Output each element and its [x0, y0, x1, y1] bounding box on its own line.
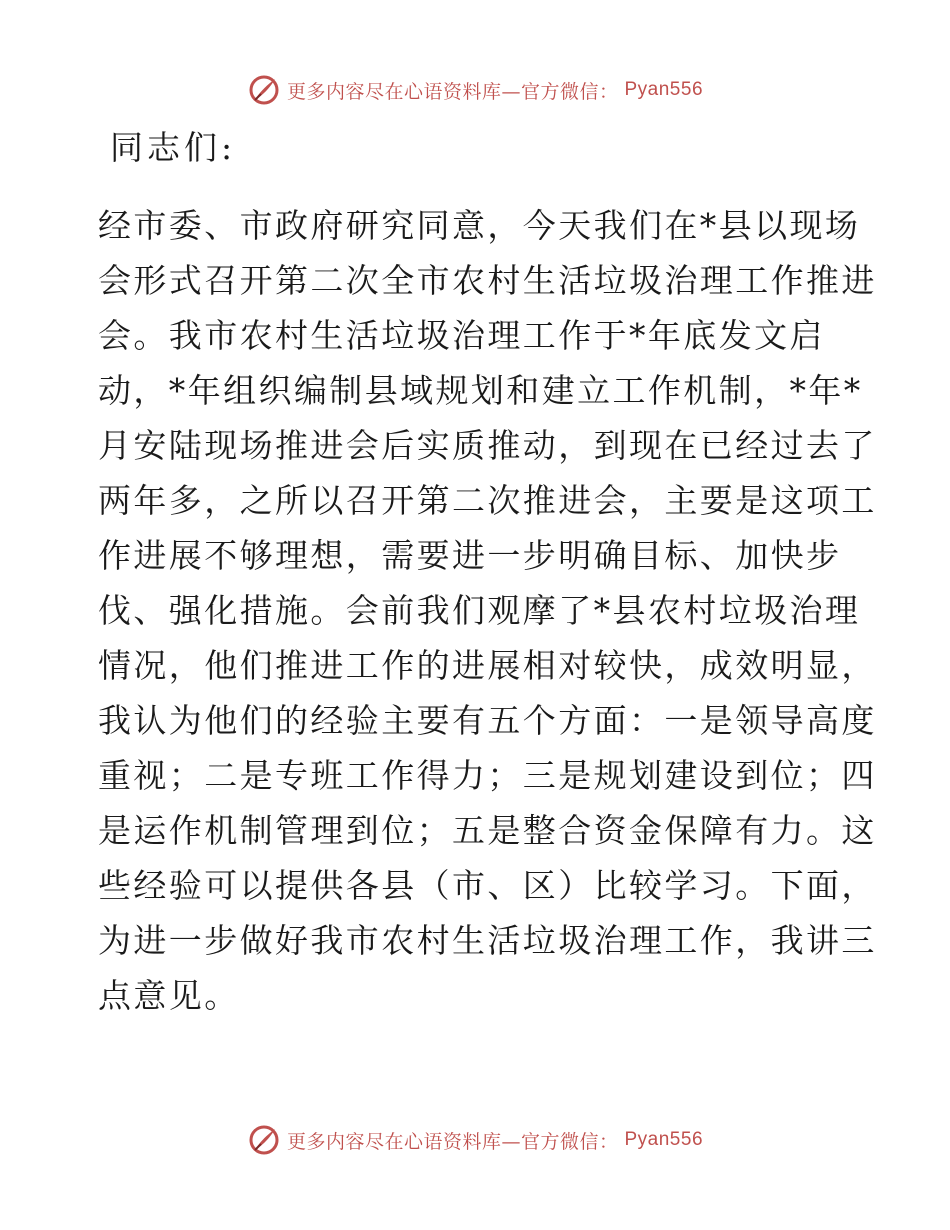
body-line: 我认为他们的经验主要有五个方面：一是领导高度 [98, 701, 877, 740]
body-line: 动，*年组织编制县域规划和建立工作机制，*年* [98, 371, 863, 410]
salutation: 同志们: [110, 128, 237, 167]
watermark-wechat-id: Pyan556 [624, 1129, 704, 1150]
body-line: 伐、强化措施。会前我们观摩了*县农村垃圾治理 [98, 591, 861, 630]
body-line: 为进一步做好我市农村生活垃圾治理工作，我讲三 [98, 921, 877, 960]
watermark-header [0, 70, 950, 110]
body-line: 是运作机制管理到位；五是整合资金保障有力。这 [98, 811, 877, 850]
body-line: 两年多，之所以召开第二次推进会，主要是这项工 [98, 481, 877, 520]
feather-pen-logo-icon [247, 1123, 281, 1157]
watermark-text: 更多内容尽在心语资料库—官方微信： [286, 80, 619, 103]
body-line: 情况，他们推进工作的进展相对较快，成效明显， [98, 646, 877, 685]
watermark-footer [0, 1120, 950, 1160]
body-line: 些经验可以提供各县（市、区）比较学习。下面， [98, 866, 877, 905]
body-line: 会。我市农村生活垃圾治理工作于*年底发文启 [98, 316, 825, 355]
body-line: 会形式召开第二次全市农村生活垃圾治理工作推进 [98, 261, 877, 300]
body-line: 作进展不够理想，需要进一步明确目标、加快步 [98, 536, 842, 575]
body-line: 月安陆现场推进会后实质推动，到现在已经过去了 [98, 426, 877, 465]
watermark-text: 更多内容尽在心语资料库—官方微信： [286, 1130, 619, 1153]
body-line: 点意见。 [98, 976, 240, 1015]
body-line: 重视；二是专班工作得力；三是规划建设到位；四 [98, 756, 877, 795]
body-line: 经市委、市政府研究同意，今天我们在*县以现场 [98, 206, 861, 245]
document-body [98, 198, 877, 1023]
feather-pen-logo-icon [247, 73, 281, 107]
watermark-wechat-id: Pyan556 [624, 79, 704, 100]
